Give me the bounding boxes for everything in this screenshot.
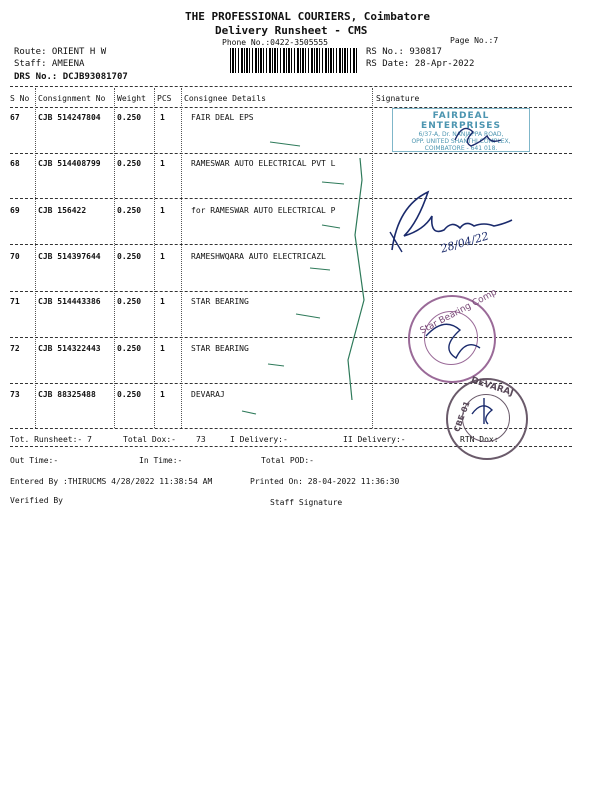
row-sno: 68 bbox=[10, 159, 20, 168]
row-consignee: FAIR DEAL EPS bbox=[191, 113, 254, 122]
row-pcs: 1 bbox=[160, 113, 165, 122]
row-consignee: for RAMESWAR AUTO ELECTRICAL P bbox=[191, 206, 336, 215]
page-number: Page No.:7 bbox=[450, 36, 499, 45]
row-weight: 0.250 bbox=[117, 390, 142, 399]
row-consignment: CJB 514247804 bbox=[38, 113, 101, 122]
total-pod: Total POD:- bbox=[261, 456, 314, 465]
row-consignee: RAMESWAR AUTO ELECTRICAL PVT L bbox=[191, 159, 336, 168]
devaraj-stamp-text: DEVARAJ bbox=[469, 375, 515, 399]
green-dash bbox=[322, 225, 340, 228]
row-consignee: STAR BEARING bbox=[191, 297, 249, 306]
row-sno: 71 bbox=[10, 297, 20, 306]
devaraj-stamp-city: CBE-01 bbox=[452, 399, 472, 434]
row-weight: 0.250 bbox=[117, 159, 142, 168]
row-pcs: 1 bbox=[160, 344, 165, 353]
route: Route: ORIENT H W bbox=[14, 47, 107, 57]
row-consignment: CJB 514408799 bbox=[38, 159, 101, 168]
verified-by: Verified By bbox=[10, 496, 63, 505]
devaraj-signature bbox=[466, 392, 506, 432]
total-dox-value: 73 bbox=[196, 435, 206, 444]
row-weight: 0.250 bbox=[117, 344, 142, 353]
out-time: Out Time:- bbox=[10, 456, 59, 465]
row-consignment: CJB 156422 bbox=[38, 206, 87, 215]
row-weight: 0.250 bbox=[117, 206, 142, 215]
row-consignment: CJB 514397644 bbox=[38, 252, 101, 261]
i-delivery: I Delivery:- bbox=[230, 435, 288, 444]
fairdeal-signature bbox=[455, 128, 501, 146]
row-pcs: 1 bbox=[160, 252, 165, 261]
row-consignee: STAR BEARING bbox=[191, 344, 249, 353]
col-header-sno: S No bbox=[10, 94, 30, 103]
row-consignment: CJB 514322443 bbox=[38, 344, 101, 353]
green-dash bbox=[270, 142, 300, 146]
green-tick-line bbox=[348, 158, 364, 400]
phone-number: Phone No.:0422-3505555 bbox=[222, 38, 328, 47]
tot-runsheet: Tot. Runsheet:- 7 bbox=[10, 435, 92, 444]
col-header-consignment: Consignment No bbox=[38, 94, 106, 103]
green-dash bbox=[268, 364, 284, 366]
row-weight: 0.250 bbox=[117, 113, 142, 122]
row-sno: 70 bbox=[10, 252, 20, 261]
row-pcs: 1 bbox=[160, 390, 165, 399]
row-pcs: 1 bbox=[160, 159, 165, 168]
handwritten-date: 28/04/22 bbox=[439, 229, 491, 256]
green-dash bbox=[242, 411, 256, 414]
fairdeal-stamp-addr2: OPP. UNITED SHANTHI COMPLEX, bbox=[411, 138, 511, 145]
row-consignee: DEVARAJ bbox=[191, 390, 225, 399]
row-sno: 69 bbox=[10, 206, 20, 215]
col-header-pcs: PCS bbox=[157, 94, 172, 103]
ii-delivery: II Delivery:- bbox=[343, 435, 406, 444]
row-weight: 0.250 bbox=[117, 297, 142, 306]
fairdeal-stamp-name: FAIRDEAL ENTERPRISES bbox=[421, 111, 501, 131]
star-bearing-stamp-text: Star Bearing Comp bbox=[418, 287, 499, 337]
printed-on: Printed On: 28-04-2022 11:36:30 bbox=[250, 477, 400, 486]
staff: Staff: AMEENA bbox=[14, 59, 85, 69]
row-consignee: RAMESHWQARA AUTO ELECTRICAZL bbox=[191, 252, 326, 261]
row-consignment: CJB 514443386 bbox=[38, 297, 101, 306]
row-sno: 73 bbox=[10, 390, 20, 399]
row-consignment: CJB 88325488 bbox=[38, 390, 96, 399]
entered-by: Entered By :THIRUCMS 4/28/2022 11:38:54 AM bbox=[10, 477, 213, 486]
row-sno: 67 bbox=[10, 113, 20, 122]
col-header-signature: Signature bbox=[376, 94, 420, 103]
row-sno: 72 bbox=[10, 344, 20, 353]
drs-number: DRS No.: DCJB93081707 bbox=[14, 72, 128, 82]
rs-number: RS No.: 930817 bbox=[366, 47, 442, 57]
fairdeal-stamp-addr3: COIMBATORE - 641 018. bbox=[424, 145, 498, 152]
fairdeal-stamp-addr1: 6/37-A, Dr. NANJAPPA ROAD, bbox=[418, 131, 504, 138]
rtn-dox: RTN Dox: bbox=[460, 435, 499, 444]
row-weight: 0.250 bbox=[117, 252, 142, 261]
total-dox-label: Total Dox:- bbox=[123, 435, 176, 444]
green-dash bbox=[310, 268, 330, 270]
green-dash bbox=[296, 314, 320, 318]
company-title: THE PROFESSIONAL COURIERS, Coimbatore bbox=[185, 10, 431, 23]
col-header-consignee: Consignee Details bbox=[184, 94, 266, 103]
in-time: In Time:- bbox=[139, 456, 183, 465]
rs-date: RS Date: 28-Apr-2022 bbox=[366, 59, 475, 69]
row-pcs: 1 bbox=[160, 297, 165, 306]
runsheet-title: Delivery Runsheet - CMS bbox=[215, 24, 368, 37]
row-pcs: 1 bbox=[160, 206, 165, 215]
staff-signature: Staff Signature bbox=[270, 498, 343, 507]
star-bearing-signature bbox=[420, 310, 490, 370]
col-header-weight: Weight bbox=[117, 94, 146, 103]
green-dash bbox=[322, 182, 344, 184]
